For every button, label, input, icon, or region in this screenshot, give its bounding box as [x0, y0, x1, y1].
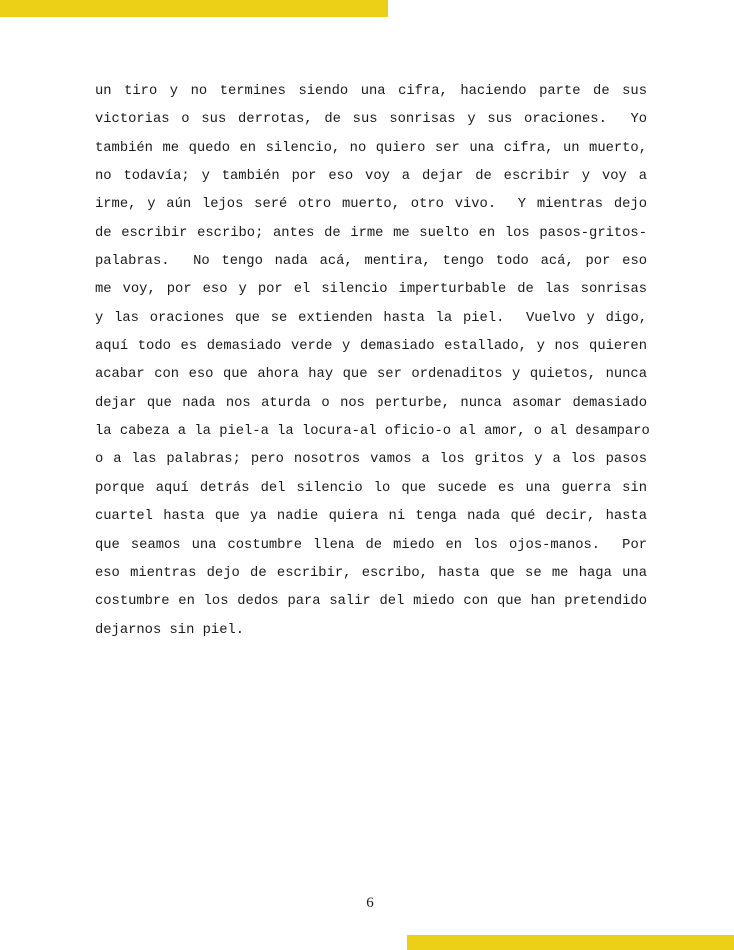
text-line: y las oraciones que se extienden hasta la piel. Vuelvo y digo, — [95, 310, 647, 326]
text-line: acabar con eso que ahora hay que ser ordenaditos y quietos, nunca — [95, 367, 647, 383]
text-line: un tiro y no termines siendo una cifra, haciendo parte de sus — [95, 84, 647, 99]
body-text — [95, 78, 650, 645]
page-number: 6 — [366, 895, 374, 911]
text-line: irme, y aún lejos seré otro muerto, otro vivo. Y mientras dejo — [95, 197, 647, 213]
text-line: costumbre en los dedos para salir del miedo con que han pretendido — [95, 594, 647, 610]
text-line: cuartel hasta que ya nadie quiera ni tenga nada qué decir, hasta — [95, 509, 647, 525]
text-line: no todavía; y también por eso voy a dejar de escribir y voy a — [95, 169, 647, 185]
text-line: dejar que nada nos aturda o nos perturbe, nunca asomar demasiado — [95, 395, 647, 411]
text-line: eso mientras dejo de escribir, escribo, hasta que se me haga una — [95, 565, 647, 581]
text-line: victorias o sus derrotas, de sus sonrisas y sus oraciones. Yo — [95, 112, 647, 128]
text-line: que seamos una costumbre llena de miedo en los ojos-manos. Por — [95, 537, 647, 553]
top-accent-bar — [0, 0, 388, 17]
text-line: me voy, por eso y por el silencio imperturbable de las sonrisas — [95, 282, 647, 298]
bottom-accent-bar — [407, 935, 734, 950]
text-line: o a las palabras; pero nosotros vamos a los gritos y a los pasos — [95, 452, 647, 468]
text-line: porque aquí detrás del silencio lo que sucede es una guerra sin — [95, 480, 647, 496]
text-line: la cabeza a la piel-a la locura-al oficio-o al amor, o al desamparo — [95, 424, 650, 440]
text-line: aquí todo es demasiado verde y demasiado estallado, y nos quieren — [95, 339, 647, 355]
text-line: dejarnos sin piel. — [95, 622, 245, 638]
text-line: también me quedo en silencio, no quiero ser una cifra, un muerto, — [95, 140, 647, 156]
text-line: de escribir escribo; antes de irme me suelto en los pasos-gritos- — [95, 225, 647, 241]
text-line: palabras. No tengo nada acá, mentira, tengo todo acá, por eso — [95, 254, 647, 270]
